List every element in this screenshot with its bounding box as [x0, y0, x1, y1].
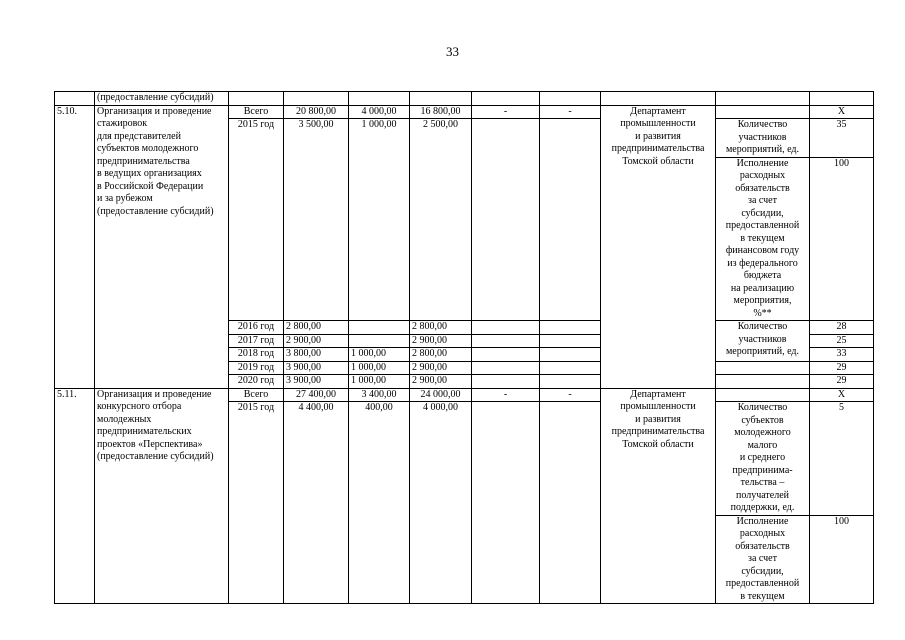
federal-funding-cell: 1 000,00	[349, 361, 410, 375]
regional-funding-cell: 2 800,00	[410, 348, 472, 362]
local-funding-cell	[472, 321, 540, 335]
federal-funding-cell	[349, 334, 410, 348]
table-row	[55, 105, 874, 119]
other-funding-cell: -	[540, 105, 601, 119]
regional-funding-cell: 2 800,00	[410, 321, 472, 335]
indicator-cell: Количество участников мероприятий, ед.	[716, 119, 810, 158]
federal-funding-cell: 1 000,00	[349, 119, 410, 321]
local-funding-cell	[472, 361, 540, 375]
period-cell: 2016 год	[229, 321, 284, 335]
period-cell: 2015 год	[229, 119, 284, 321]
regional-funding-cell: 2 500,00	[410, 119, 472, 321]
total-funding-cell: 2 800,00	[284, 321, 349, 335]
other-funding-cell	[540, 402, 601, 604]
indicator-cell: Исполнение расходных обязательств за счет субсидии, предоставленной в текущем	[716, 515, 810, 604]
total-funding-cell: 3 800,00	[284, 348, 349, 362]
other-funding-cell	[540, 334, 601, 348]
total-funding-cell: 20 800,00	[284, 105, 349, 119]
indicator-cell: Исполнение расходных обязательств за счет субсидии, предоставленной в текущем финансовом году из федерального бюджета на реализацию мероприятия, %**	[716, 157, 810, 321]
item-number-cell	[55, 92, 95, 106]
federal-funding-cell: 400,00	[349, 402, 410, 604]
indicator-value-cell: 5	[810, 402, 874, 516]
activity-name-cell: Организация и проведение стажировок для представителей субъектов молодежного предпринимательства в ведущих организациях в Российской Федерации и за рубежом (предоставление субсидий)	[95, 105, 229, 388]
federal-funding-cell	[349, 321, 410, 335]
activity-name-cell: (предоставление субсидий)	[95, 92, 229, 106]
federal-funding-cell: 1 000,00	[349, 375, 410, 389]
local-funding-cell	[472, 348, 540, 362]
local-funding-cell	[472, 119, 540, 321]
local-funding-cell	[472, 402, 540, 604]
indicator-value-cell: 100	[810, 157, 874, 321]
regional-funding-cell: 16 800,00	[410, 105, 472, 119]
local-funding-cell	[472, 375, 540, 389]
indicator-value-cell: 35	[810, 119, 874, 158]
period-cell: 2015 год	[229, 402, 284, 604]
table-row	[55, 92, 874, 106]
other-funding-cell	[540, 348, 601, 362]
total-funding-cell: 27 400,00	[284, 388, 349, 402]
indicator-value-cell: 100	[810, 515, 874, 604]
executor-cell: Департамент промышленности и развития предпринимательства Томской области	[601, 388, 716, 604]
other-funding-cell	[540, 321, 601, 335]
period-cell: Всего	[229, 105, 284, 119]
indicator-value-cell: X	[810, 388, 874, 402]
indicator-value-cell: 33	[810, 348, 874, 362]
period-cell: Всего	[229, 388, 284, 402]
page-number: 33	[446, 44, 459, 59]
local-funding-cell: -	[472, 105, 540, 119]
indicator-cell	[716, 388, 810, 402]
regional-funding-cell: 4 000,00	[410, 402, 472, 604]
indicator-cell	[716, 375, 810, 389]
table-row	[55, 388, 874, 402]
regional-funding-cell: 2 900,00	[410, 334, 472, 348]
other-funding-cell	[540, 361, 601, 375]
total-funding-cell: 3 900,00	[284, 361, 349, 375]
federal-funding-cell: 4 000,00	[349, 105, 410, 119]
executor-cell: Департамент промышленности и развития предпринимательства Томской области	[601, 105, 716, 388]
federal-funding-cell: 3 400,00	[349, 388, 410, 402]
indicator-value-cell: 28	[810, 321, 874, 335]
other-funding-cell: -	[540, 388, 601, 402]
period-cell: 2019 год	[229, 361, 284, 375]
regional-funding-cell: 2 900,00	[410, 361, 472, 375]
indicator-value-cell: 29	[810, 361, 874, 375]
indicator-cell	[716, 105, 810, 119]
period-cell: 2017 год	[229, 334, 284, 348]
regional-funding-cell: 24 000,00	[410, 388, 472, 402]
indicator-cell	[716, 361, 810, 375]
total-funding-cell: 2 900,00	[284, 334, 349, 348]
indicator-cell: Количество участников мероприятий, ед.	[716, 321, 810, 362]
indicator-value-cell: 29	[810, 375, 874, 389]
total-funding-cell: 3 500,00	[284, 119, 349, 321]
local-funding-cell: -	[472, 388, 540, 402]
other-funding-cell	[540, 119, 601, 321]
indicator-value-cell: X	[810, 105, 874, 119]
activity-name-cell: Организация и проведение конкурсного отбора молодежных предпринимательских проектов «Перспектива» (предоставление субсидий)	[95, 388, 229, 604]
other-funding-cell	[540, 375, 601, 389]
item-number-cell: 5.10.	[55, 105, 95, 388]
total-funding-cell: 4 400,00	[284, 402, 349, 604]
federal-funding-cell: 1 000,00	[349, 348, 410, 362]
total-funding-cell: 3 900,00	[284, 375, 349, 389]
period-cell: 2020 год	[229, 375, 284, 389]
regional-funding-cell: 2 900,00	[410, 375, 472, 389]
period-cell: 2018 год	[229, 348, 284, 362]
program-activities-table	[54, 91, 874, 604]
indicator-cell: Количество субъектов молодежного малого и среднего предпринима- тельства – получателей поддержки, ед.	[716, 402, 810, 516]
item-number-cell: 5.11.	[55, 388, 95, 604]
local-funding-cell	[472, 334, 540, 348]
indicator-value-cell: 25	[810, 334, 874, 348]
